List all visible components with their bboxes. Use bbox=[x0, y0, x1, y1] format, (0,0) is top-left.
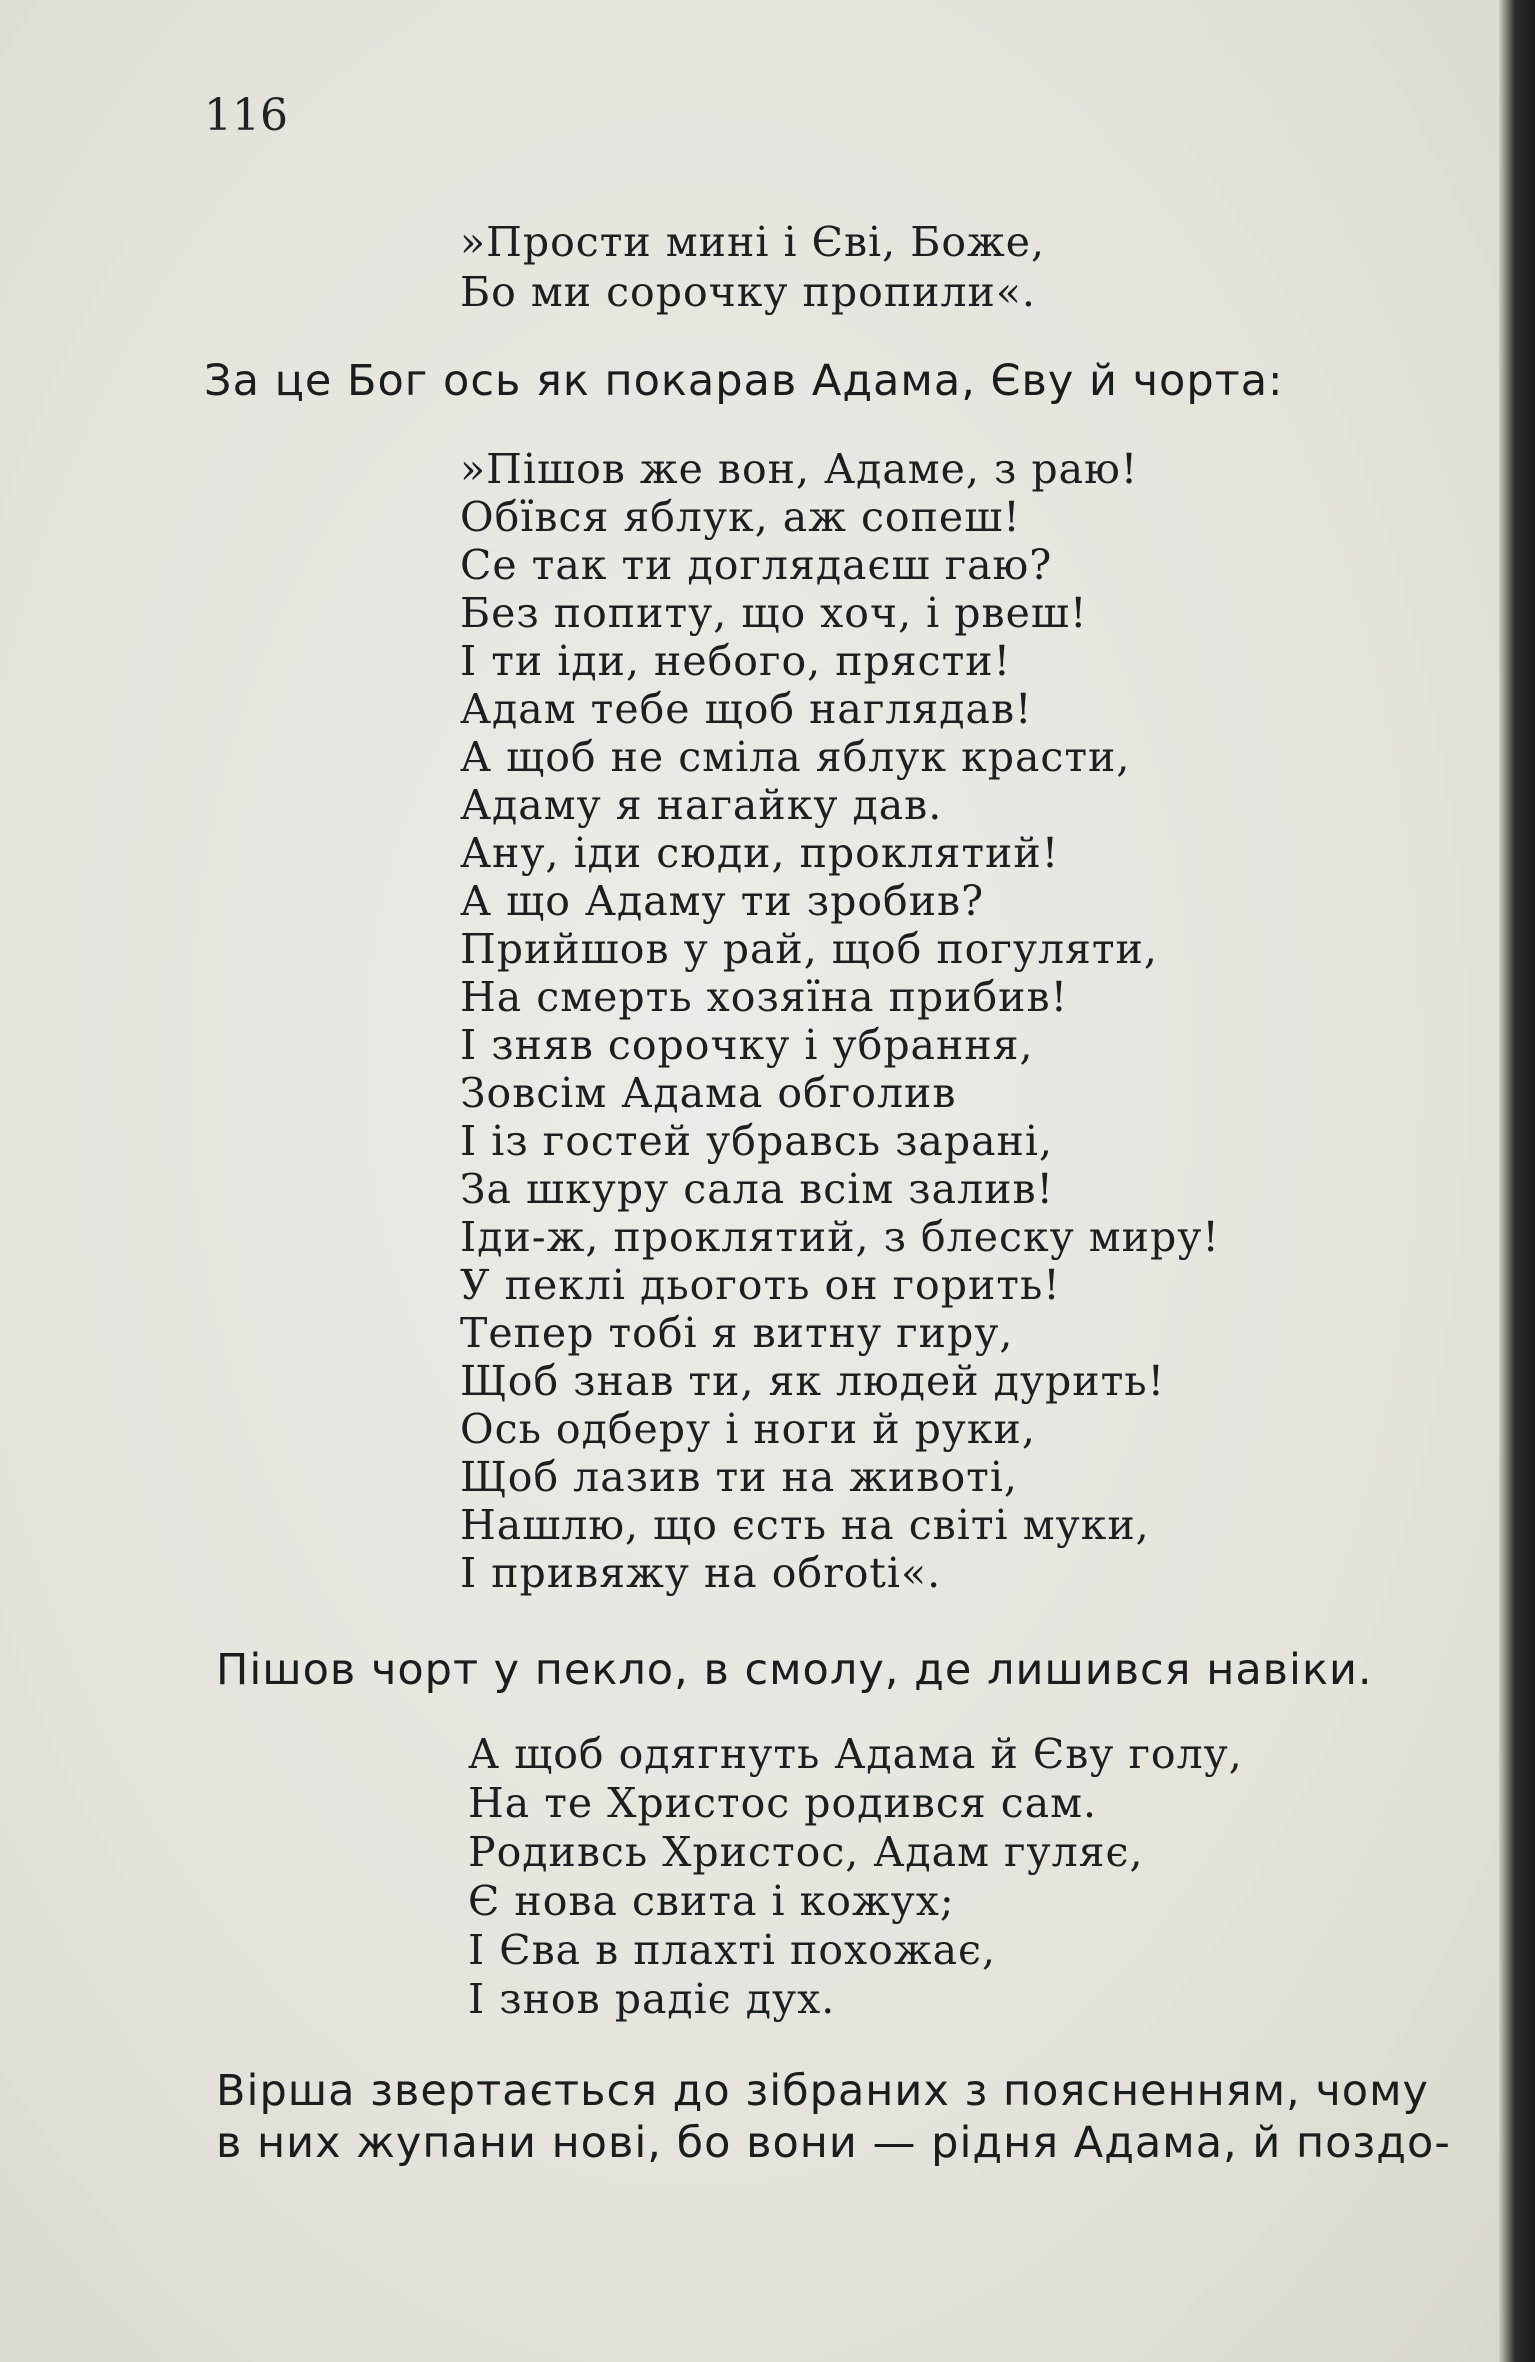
verse-line: Нашлю, що єсть на світі муки, bbox=[460, 1501, 1150, 1549]
prose-paragraph-3-line-2: в них жупани нові, бо вони — рідня Адама, й поздо- bbox=[216, 2118, 1451, 2168]
verse-line: Зовсім Адама обголив bbox=[460, 1069, 957, 1117]
verse-line: Ану, іди сюди, проклятий! bbox=[460, 829, 1060, 877]
prose-paragraph-1: За це Бог ось як покарав Адама, Єву й чорта: bbox=[204, 356, 1284, 406]
verse-line: »Прости мині і Єві, Боже, bbox=[460, 218, 1046, 266]
verse-line: Обївся яблук, аж сопеш! bbox=[460, 493, 1021, 541]
verse-line: Іди-ж, проклятий, з блеску миру! bbox=[460, 1213, 1220, 1261]
verse-line: Прийшов у рай, щоб погуляти, bbox=[460, 925, 1158, 973]
verse-line: Щоб знав ти, як людей дурить! bbox=[460, 1357, 1166, 1405]
verse-line: І Єва в плахті похожає, bbox=[468, 1926, 997, 1974]
verse-line: І привяжу на обroti«. bbox=[460, 1549, 942, 1597]
verse-line: Се так ти доглядаєш гаю? bbox=[460, 541, 1053, 589]
verse-line: На те Христос родився сам. bbox=[468, 1779, 1098, 1827]
verse-line: Ось одберу і ноги й руки, bbox=[460, 1405, 1036, 1453]
verse-line: Адаму я нагайку дав. bbox=[460, 781, 943, 829]
verse-line: Адам тебе щоб наглядав! bbox=[460, 685, 1033, 733]
verse-line: І ти іди, небого, прясти! bbox=[460, 637, 1012, 685]
verse-line: І зняв сорочку і убрання, bbox=[460, 1021, 1034, 1069]
verse-line: А щоб не сміла яблук красти, bbox=[460, 733, 1131, 781]
verse-line: А що Адаму ти зробив? bbox=[460, 877, 985, 925]
verse-line: Родивсь Христос, Адам гуляє, bbox=[468, 1828, 1144, 1876]
verse-line: А щоб одягнуть Адама й Єву голу, bbox=[468, 1730, 1243, 1778]
verse-line: У пеклі дьоготь он горить! bbox=[460, 1261, 1061, 1309]
verse-line: Без попиту, що хоч, і рвеш! bbox=[460, 589, 1088, 637]
verse-line: І із гостей убравсь зарані, bbox=[460, 1117, 1054, 1165]
verse-line: Є нова свита і кожух; bbox=[468, 1877, 955, 1925]
verse-line: Тепер тобі я витну гиру, bbox=[460, 1309, 1014, 1357]
prose-paragraph-3-line-1: Вірша звертається до зібраних з поясненням, чому bbox=[216, 2066, 1429, 2116]
page-number: 116 bbox=[204, 90, 288, 141]
verse-line: Щоб лазив ти на животі, bbox=[460, 1453, 1018, 1501]
book-gutter bbox=[1499, 0, 1535, 2362]
verse-line: Бо ми сорочку пропили«. bbox=[460, 268, 1036, 316]
verse-line: За шкуру сала всім залив! bbox=[460, 1165, 1055, 1213]
verse-line: І знов радіє дух. bbox=[468, 1975, 836, 2023]
prose-paragraph-2: Пішов чорт у пекло, в смолу, де лишився навіки. bbox=[216, 1645, 1373, 1695]
verse-line: На смерть хозяїна прибив! bbox=[460, 973, 1069, 1021]
verse-line: »Пішов же вон, Адаме, з раю! bbox=[460, 445, 1139, 493]
